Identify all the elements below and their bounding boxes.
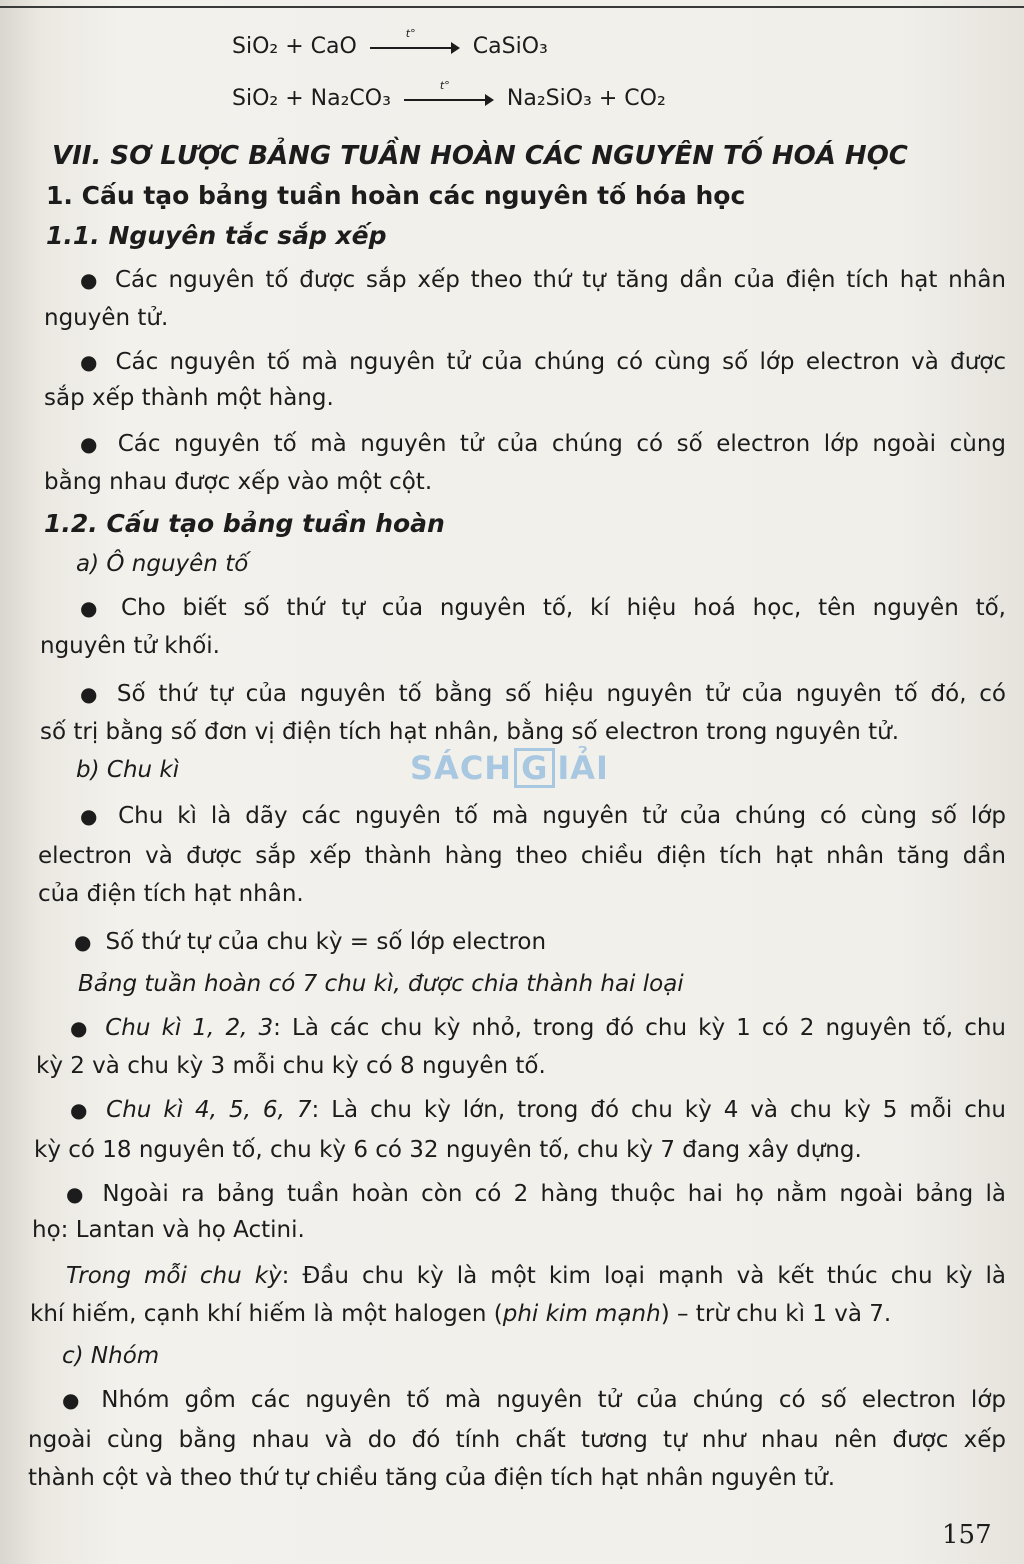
arrangement-item-2 <box>80 346 1006 378</box>
each-period-line-2b: phi kim mạnh <box>502 1301 661 1327</box>
cell-item-2 <box>80 678 1006 710</box>
extra-rows-line-2: họ: Lantan và họ Actini. <box>32 1217 305 1243</box>
watermark-part-3: IẢI <box>557 749 609 787</box>
top-rule <box>0 6 1024 8</box>
large-periods-line-1: : Là chu kỳ lớn, trong đó chu kỳ 4 và chu kỳ 5 mỗi chu <box>311 1097 1006 1123</box>
sub-heading-b: b) Chu kì <box>76 757 180 783</box>
watermark-logo <box>410 748 609 788</box>
reaction-arrow-icon <box>404 79 494 109</box>
bullet-icon: ● <box>80 682 103 706</box>
equation-1-reactants: SiO₂ + CaO <box>232 34 357 59</box>
period-definition-line-2: electron và được sắp xếp thành hàng theo chiều điện tích hạt nhân tăng dần <box>38 843 1006 869</box>
extra-rows-line-1: Ngoài ra bảng tuần hoàn còn có 2 hàng thuộc hai họ nằm ngoài bảng là <box>102 1181 1006 1207</box>
arrangement-item-3 <box>80 428 1006 460</box>
bullet-icon: ● <box>80 350 102 374</box>
watermark-part-1: SÁCH <box>410 749 513 787</box>
cell-item-1-line-2: nguyên tử khối. <box>40 633 220 659</box>
sub-heading-a: a) Ô nguyên tố <box>76 551 249 577</box>
period-number <box>74 926 1006 958</box>
period-number-text: Số thứ tự của chu kỳ = số lớp electron <box>105 929 547 955</box>
cell-item-2-line-2: số trị bằng số đơn vị điện tích hạt nhân, bằng số electron trong nguyên tử. <box>40 719 900 745</box>
equation-2-products: Na₂SiO₃ + CO₂ <box>506 86 666 111</box>
bullet-icon: ● <box>66 1182 89 1206</box>
small-periods-line-1: : Là các chu kỳ nhỏ, trong đó chu kỳ 1 có 2 nguyên tố, chu <box>273 1015 1006 1041</box>
each-period-label: Trong mỗi chu kỳ <box>66 1263 282 1289</box>
arrangement-item-3-line-1: Các nguyên tố mà nguyên tử của chúng có số electron lớp ngoài cùng <box>117 431 1007 457</box>
period-intro: Bảng tuần hoàn có 7 chu kì, được chia thành hai loại <box>78 971 684 997</box>
each-period-line-2c: ) – trừ chu kì 1 và 7. <box>660 1301 892 1327</box>
equation-1 <box>232 27 548 59</box>
small-periods-line-2: kỳ 2 và chu kỳ 3 mỗi chu kỳ có 8 nguyên tố. <box>36 1053 546 1079</box>
small-periods-label: Chu kì 1, 2, 3 <box>105 1015 274 1041</box>
reaction-condition: t° <box>439 79 450 92</box>
bullet-icon: ● <box>62 1388 88 1412</box>
reaction-arrow-icon <box>370 27 460 57</box>
group-definition-line-3: thành cột và theo thứ tự chiều tăng của điện tích hạt nhân nguyên tử. <box>28 1465 836 1491</box>
each-period-line-2 <box>30 1298 1006 1330</box>
each-period-line-1: : Đầu chu kỳ là một kim loại mạnh và kết thúc chu kỳ là <box>281 1263 1007 1289</box>
equation-2 <box>232 79 666 111</box>
arrangement-item-3-line-2: bằng nhau được xếp vào một cột. <box>44 469 433 495</box>
heading-1-2: 1.2. Cấu tạo bảng tuần hoàn <box>44 509 445 538</box>
sub-heading-c: c) Nhóm <box>62 1343 160 1369</box>
group-definition <box>62 1384 1006 1416</box>
group-definition-line-1: Nhóm gồm các nguyên tố mà nguyên tử của chúng có số electron lớp <box>101 1387 1006 1413</box>
bullet-icon: ● <box>70 1016 92 1040</box>
bullet-icon: ● <box>80 432 104 456</box>
cell-item-1-line-1: Cho biết số thứ tự của nguyên tố, kí hiệu hoá học, tên nguyên tố, <box>120 595 1006 621</box>
arrangement-item-2-line-1: Các nguyên tố mà nguyên tử của chúng có cùng số lớp electron và được <box>115 349 1006 375</box>
bullet-icon: ● <box>80 804 105 828</box>
arrangement-item-2-line-2: sắp xếp thành một hàng. <box>44 385 334 411</box>
arrangement-item-1-line-1: Các nguyên tố được sắp xếp theo thứ tự tăng dần của điện tích hạt nhân <box>114 267 1007 293</box>
bullet-icon: ● <box>74 930 92 954</box>
arrangement-item-1 <box>80 264 1006 296</box>
extra-rows <box>66 1178 1006 1210</box>
group-definition-line-2: ngoài cùng bằng nhau và do đó tính chất tương tự như nhau nên được xếp <box>28 1427 1006 1453</box>
equation-1-products: CaSiO₃ <box>472 34 548 59</box>
bullet-icon: ● <box>70 1098 93 1122</box>
reaction-condition: t° <box>405 27 416 40</box>
page-number: 157 <box>942 1520 992 1550</box>
period-definition <box>80 800 1006 832</box>
cell-item-1 <box>80 592 1006 624</box>
watermark-part-2: G <box>514 748 555 788</box>
period-definition-line-1: Chu kì là dãy các nguyên tố mà nguyên tử của chúng có cùng số lớp <box>118 803 1006 829</box>
large-periods-line-2: kỳ có 18 nguyên tố, chu kỳ 6 có 32 nguyên tố, chu kỳ 7 đang xây dựng. <box>34 1137 862 1163</box>
bullet-icon: ● <box>80 268 101 292</box>
large-periods-label: Chu kì 4, 5, 6, 7 <box>106 1097 312 1123</box>
arrangement-item-1-line-2: nguyên tử. <box>44 305 169 331</box>
large-periods <box>70 1094 1006 1126</box>
heading-1-1: 1.1. Nguyên tắc sắp xếp <box>46 221 387 250</box>
heading-1: 1. Cấu tạo bảng tuần hoàn các nguyên tố hóa học <box>46 181 746 210</box>
section-title: VII. SƠ LƯỢC BẢNG TUẦN HOÀN CÁC NGUYÊN TỐ HOÁ HỌC <box>52 141 908 171</box>
each-period-line-2a: khí hiếm, cạnh khí hiếm là một halogen ( <box>30 1301 503 1327</box>
each-period <box>66 1260 1006 1292</box>
period-definition-line-3: của điện tích hạt nhân. <box>38 881 304 907</box>
small-periods <box>70 1012 1006 1044</box>
bullet-icon: ● <box>80 596 107 620</box>
equation-2-reactants: SiO₂ + Na₂CO₃ <box>232 86 391 111</box>
cell-item-2-line-1: Số thứ tự của nguyên tố bằng số hiệu nguyên tử của nguyên tố đó, có <box>116 681 1006 707</box>
